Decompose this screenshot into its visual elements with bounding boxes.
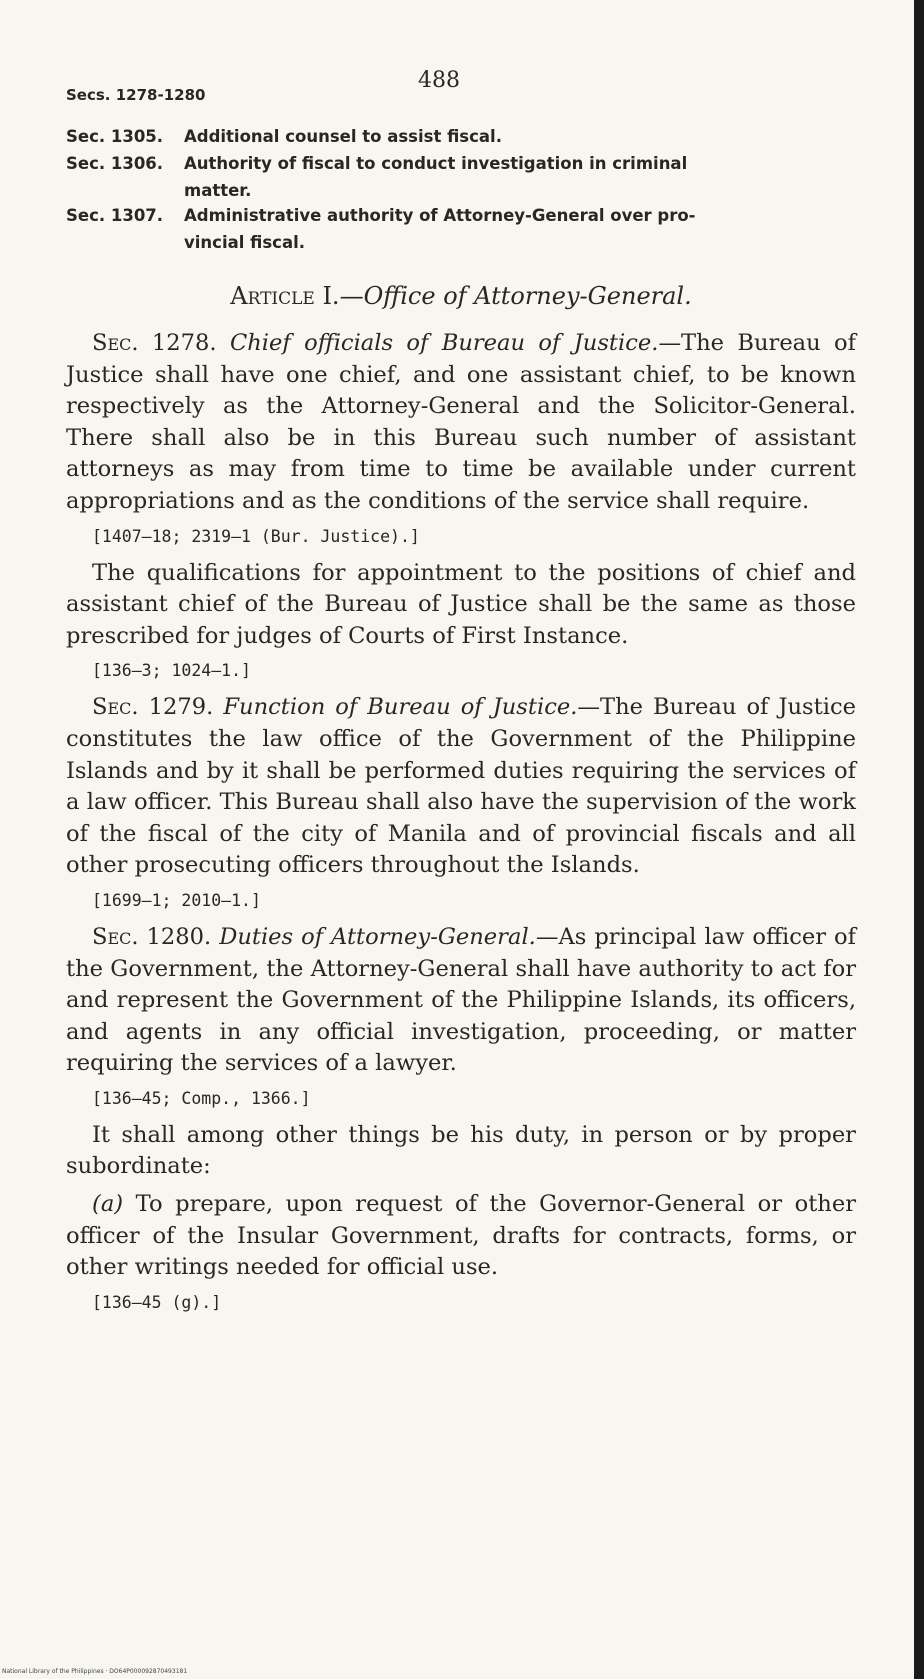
section-1278-paragraph-2 [66,558,856,653]
article-label: Article I. [230,282,340,310]
item-label: (a) [92,1191,124,1218]
section-label: Sec. 1279. [92,694,214,721]
section-1278-paragraph [66,328,856,518]
toc-section-number: Sec. 1307. [66,206,164,225]
toc-section-title: Additional counsel to assist fiscal. [184,127,502,146]
section-label: Sec. 1280. [92,923,212,950]
toc-section-number: Sec. 1306. [66,154,164,173]
section-text: —The Bureau of Justice shall have one chief, and one assistant chief, to be known respectively as the Attorney-General and the Solicitor-General. There shall also be in this Bureau such number of assistant attorneys as may from time to time be available under current appropriations and as the conditions of the service shall require. [66,330,857,514]
article-title: —Office of Attorney-General. [339,282,692,310]
toc-section-title: Administrative authority of Attorney-General over pro- [184,206,696,225]
body-text [66,328,856,1324]
toc-item [66,151,866,176]
citation: [136—45; Comp., 1366.] [92,1088,311,1108]
toc-section-title: Authority of fiscal to conduct investigation in criminal [184,154,688,173]
section-text: The qualifications for appointment to the positions of chief and assistant chief of the Bureau of Justice shall be the same as those prescribed for judges of Courts of First Instance. [66,559,856,649]
section-list [66,124,866,255]
section-1280-item-a [66,1189,856,1284]
toc-item [66,124,866,149]
toc-continuation: vincial fiscal. [184,233,306,252]
section-1280-paragraph [66,922,856,1080]
section-title: Duties of Attorney-General. [219,923,536,950]
toc-item [66,203,866,228]
citation: [1407—18; 2319—1 (Bur. Justice).] [92,526,420,546]
library-stamp: National Library of the Philippines · DO64P000092870493181 [2,1668,188,1675]
scan-edge [914,0,924,1679]
section-text: It shall among other things be his duty, in person or by proper subordinate: [66,1121,856,1180]
citation: [136—45 (g).] [92,1292,222,1312]
section-1279-paragraph [66,692,856,882]
section-1280-paragraph-2 [66,1120,856,1183]
item-text: To prepare, upon request of the Governor-General or other officer of the Insular Government, drafts for contracts, forms, or other writings needed for official use. [66,1191,856,1281]
toc-continuation: matter. [184,181,252,200]
running-head [66,68,856,118]
page-number: 488 [418,68,460,93]
citation: [136—3; 1024—1.] [92,661,251,681]
article-heading [66,282,856,310]
toc-section-number: Sec. 1305. [66,127,164,146]
section-label: Sec. 1278. [92,330,217,356]
citation: [1699—1; 2010—1.] [92,890,261,910]
section-title: Chief officials of Bureau of Justice. [229,330,659,356]
section-range: Secs. 1278-1280 [66,86,206,104]
section-text: —The Bureau of Justice constitutes the law office of the Government of the Philippine Islands and by it shall be performed duties requiring the services of a law officer. This Bureau shall also have the supervision of the work of the fiscal of the city of Manila and of provincial fiscals and all other prosecuting officers throughout the Islands. [66,694,856,879]
section-title: Function of Bureau of Justice. [223,694,578,721]
section-text: —As principal law officer of the Government, the Attorney-General shall have authority to act for and represent the Government of the Philippine Islands, its officers, and agents in any official investigation, proceeding, or matter requiring the services of a lawyer. [66,923,856,1077]
